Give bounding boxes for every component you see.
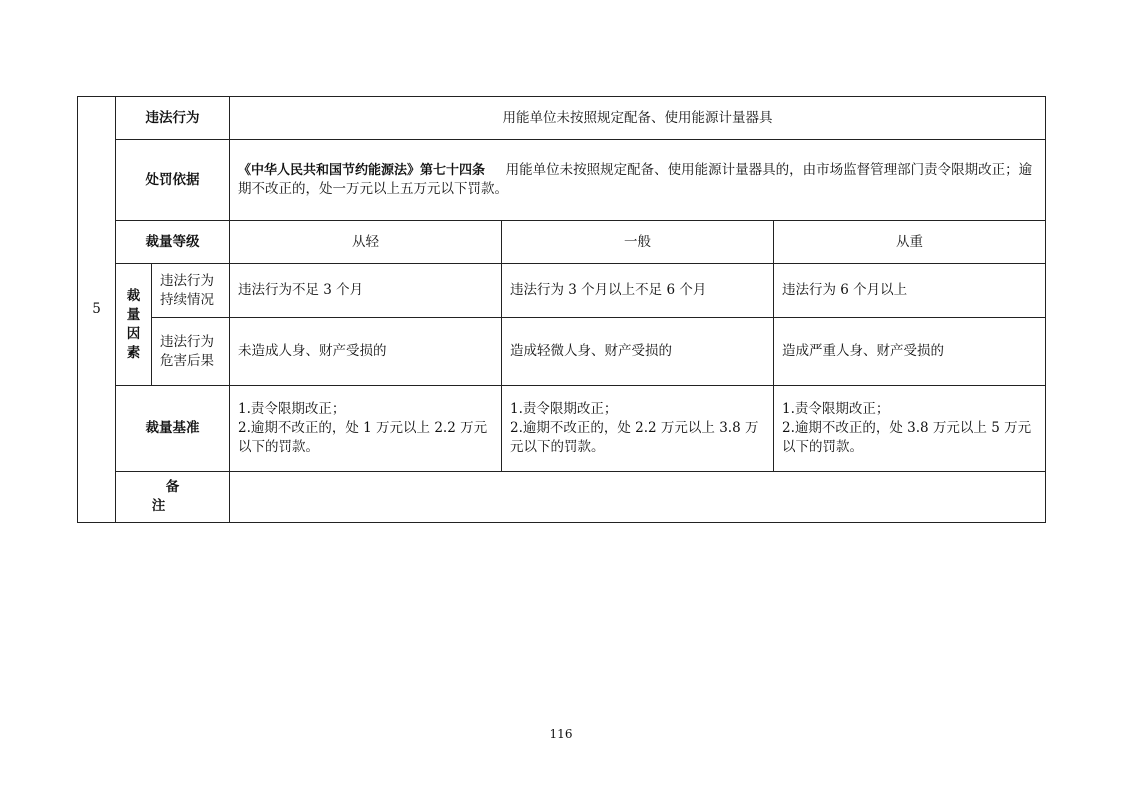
- factor-row-harm: [78, 318, 1046, 386]
- remarks-value: [230, 472, 1046, 523]
- factor-row-duration: [78, 264, 1046, 318]
- factor-label-char: 素: [126, 344, 141, 361]
- standard-line: 2.逾期不改正的，处 1 万元以上 2.2 万元以下的罚款。: [238, 420, 488, 455]
- factor-label: [116, 264, 152, 386]
- violation-row: [78, 97, 1046, 140]
- grade-level-light: 从轻: [230, 221, 502, 264]
- standard-line: 2.逾期不改正的，处 3.8 万元以上 5 万元以下的罚款。: [782, 420, 1032, 455]
- factor-label-char: 因: [126, 325, 141, 342]
- grade-level-normal: 一般: [502, 221, 774, 264]
- factor-name-line: 危害后果: [160, 352, 214, 369]
- penalty-basis-cell: [230, 140, 1046, 221]
- factor-label-char: 量: [126, 306, 141, 323]
- remarks-row: [78, 472, 1046, 523]
- law-article-text: 用能单位未按照规定配备、使用能源计量器具的，由市场监督管理部门责令限期改正；逾期不改正的，处一万元以上五万元以下罚款。: [238, 162, 1033, 197]
- factor-name-line: 违法行为: [160, 272, 214, 289]
- standard-line: 2.逾期不改正的，处 2.2 万元以上 3.8 万元以下的罚款。: [510, 420, 759, 455]
- remarks-label-text: 备注: [151, 479, 208, 514]
- standard-label: 裁量基准: [116, 386, 230, 472]
- factor-name-duration: [152, 264, 230, 318]
- penalty-basis-label: 处罚依据: [116, 140, 230, 221]
- grade-row: [78, 221, 1046, 264]
- factor-name-line: 持续情况: [160, 291, 214, 308]
- penalty-basis-row: [78, 140, 1046, 221]
- standard-normal: [502, 386, 774, 472]
- factor-label-char: 裁: [126, 287, 141, 304]
- standard-line: 1.责令限期改正；: [238, 401, 346, 417]
- law-article-title: 《中华人民共和国节约能源法》第七十四条: [238, 163, 486, 178]
- factor-value: 未造成人身、财产受损的: [230, 318, 502, 386]
- grade-level-heavy: 从重: [774, 221, 1046, 264]
- factor-value: 违法行为不足 3 个月: [230, 264, 502, 318]
- standard-row: [78, 386, 1046, 472]
- remarks-label: [116, 472, 230, 523]
- factor-value: 造成严重人身、财产受损的: [774, 318, 1046, 386]
- factor-value: 违法行为 3 个月以上不足 6 个月: [502, 264, 774, 318]
- entry-number: 5: [78, 97, 116, 523]
- violation-label: 违法行为: [116, 97, 230, 140]
- penalty-discretion-table: [77, 96, 1046, 523]
- factor-name-line: 违法行为: [160, 333, 214, 350]
- standard-light: [230, 386, 502, 472]
- standard-line: 1.责令限期改正；: [782, 401, 890, 417]
- standard-heavy: [774, 386, 1046, 472]
- factor-value: 造成轻微人身、财产受损的: [502, 318, 774, 386]
- violation-value: 用能单位未按照规定配备、使用能源计量器具: [230, 97, 1046, 140]
- grade-label: 裁量等级: [116, 221, 230, 264]
- page-number: 116: [549, 727, 573, 741]
- factor-name-harm: [152, 318, 230, 386]
- standard-line: 1.责令限期改正；: [510, 401, 618, 417]
- factor-value: 违法行为 6 个月以上: [774, 264, 1046, 318]
